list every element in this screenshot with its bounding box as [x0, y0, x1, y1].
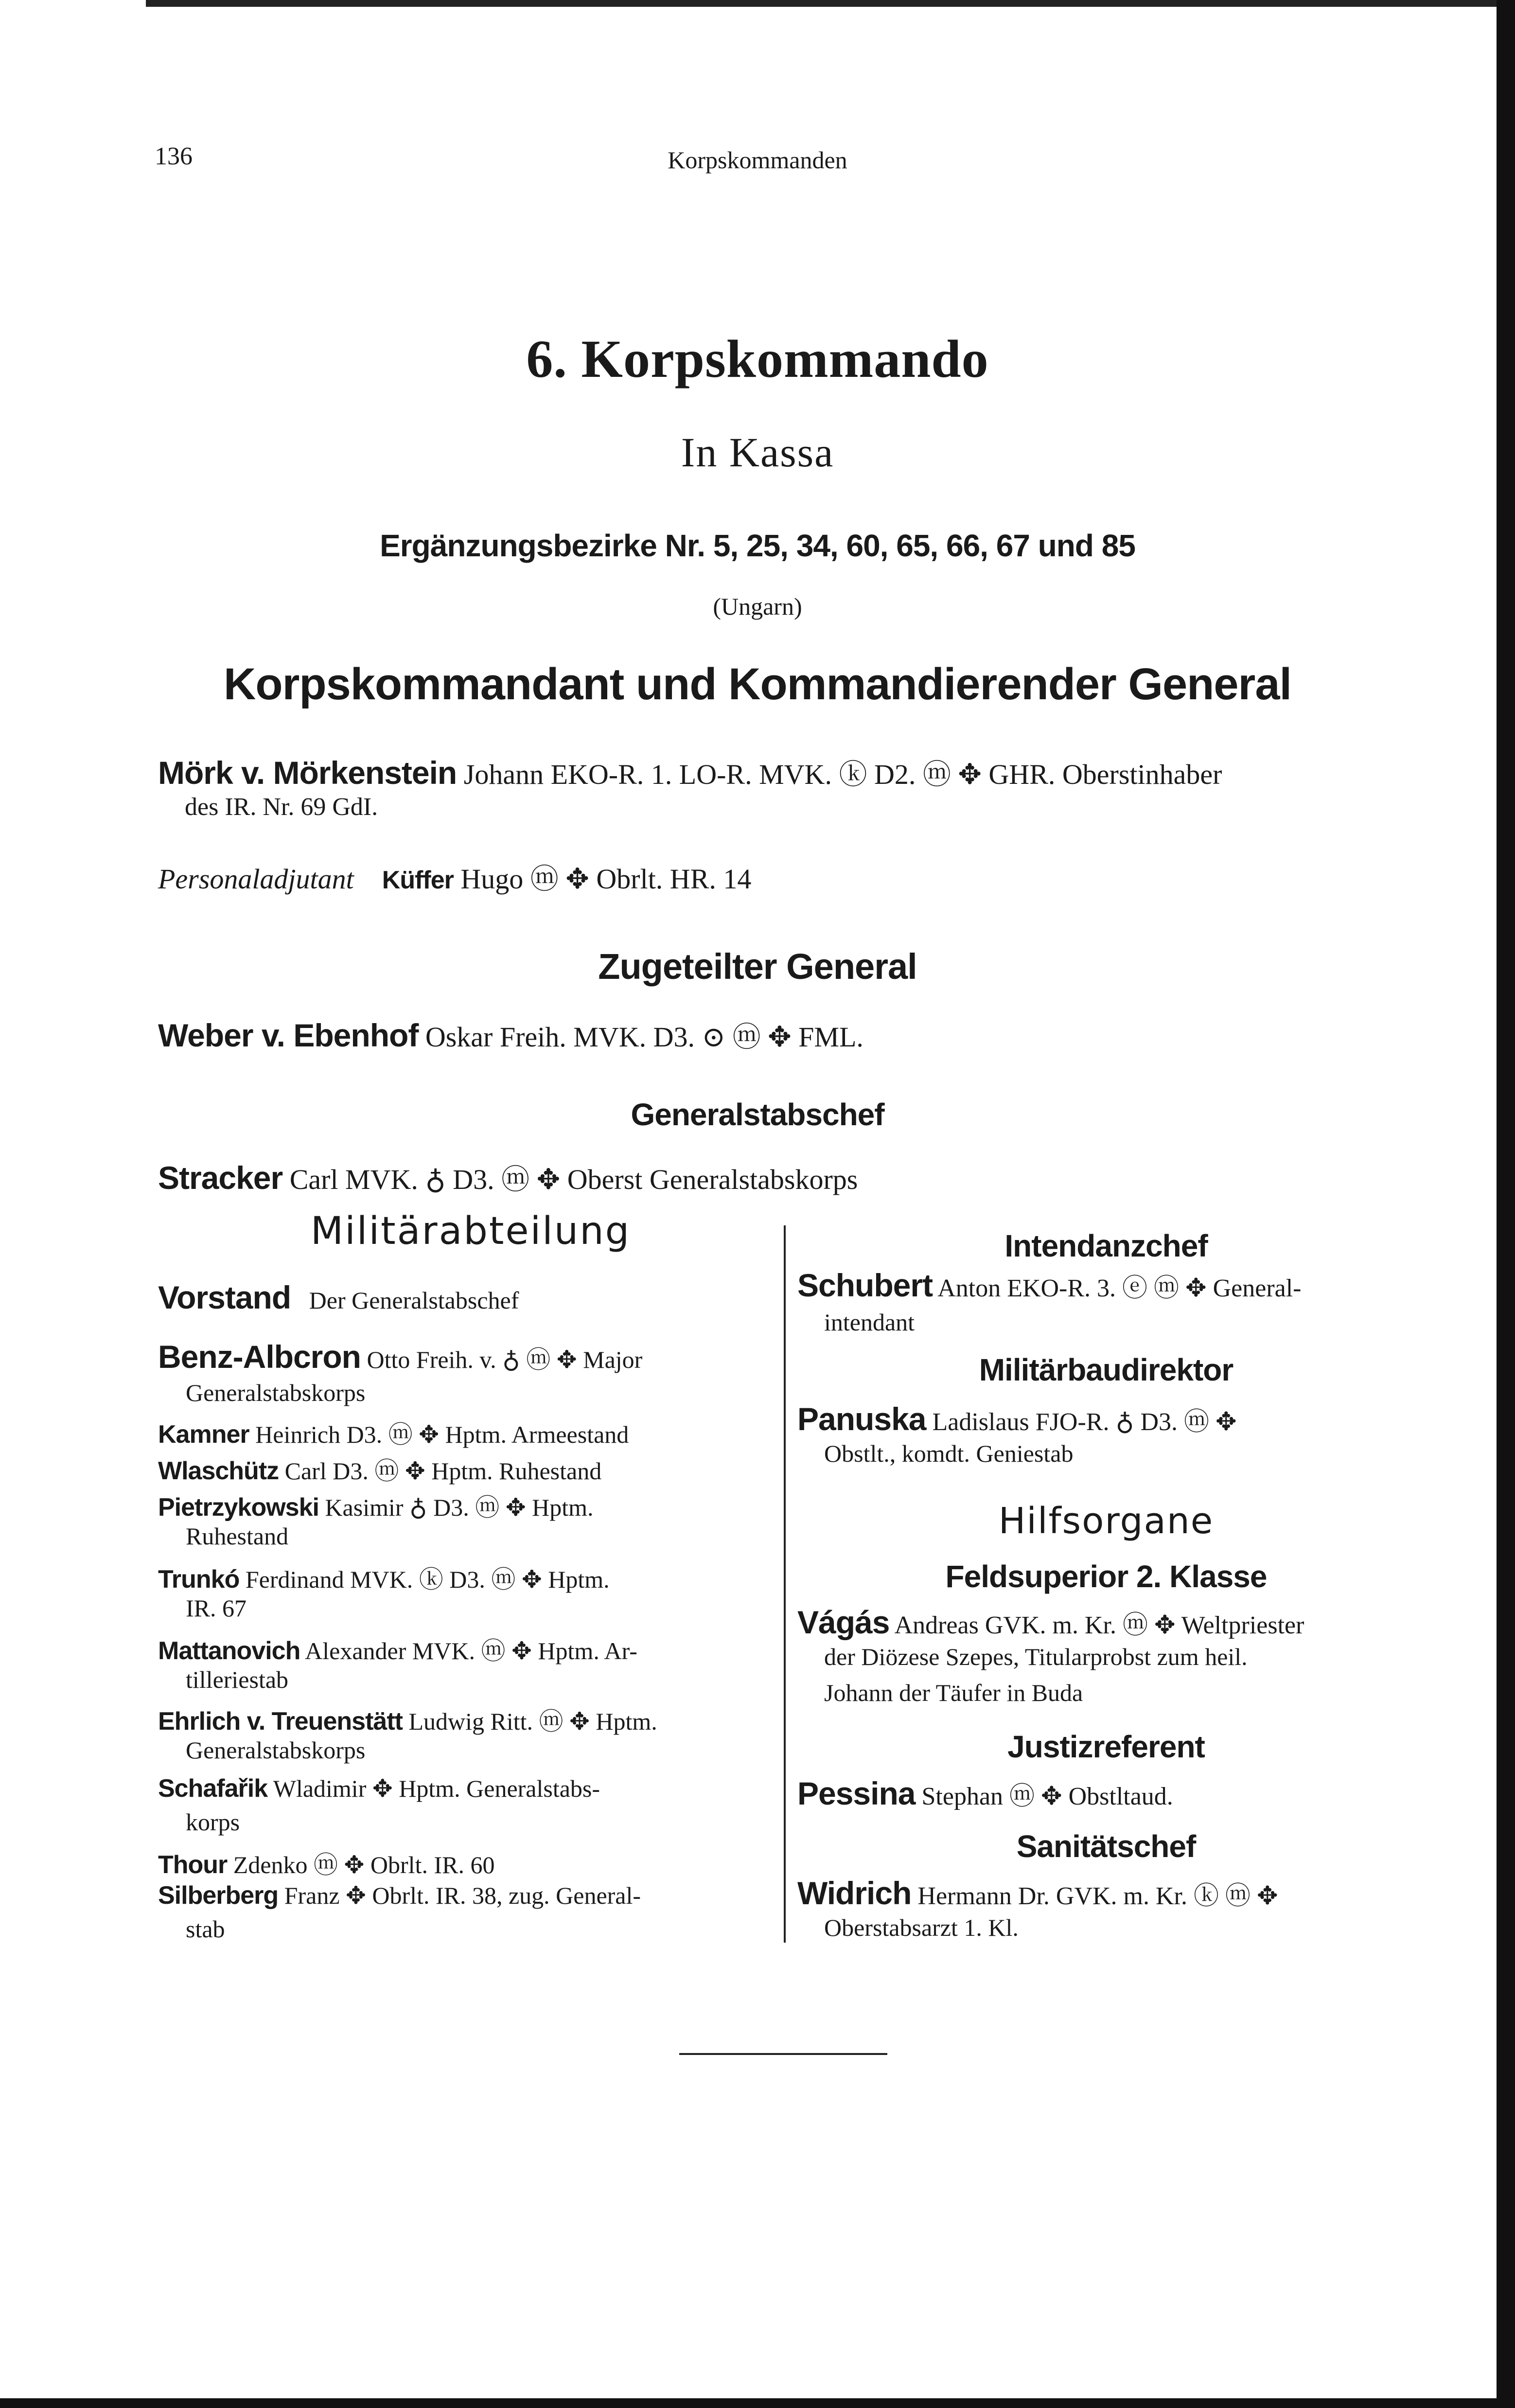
scan-edge-top: [146, 0, 1515, 7]
pietrzykowski-cont: Ruhestand: [186, 1523, 289, 1550]
thour-name: Thour: [158, 1851, 228, 1879]
vorstand-entry: [158, 1279, 519, 1316]
column-divider: [784, 1225, 786, 1943]
pessina-entry: [797, 1775, 1173, 1812]
schafarik-cont: korps: [186, 1808, 240, 1836]
mattanovich-cont: tilleriestab: [186, 1666, 289, 1693]
end-rule: [679, 2053, 887, 2055]
trunko-details: Ferdinand MVK. ⓚ D3. ⓜ ✥ Hptm.: [245, 1566, 610, 1593]
intendanz-heading: Intendanzchef: [1004, 1228, 1208, 1263]
ehrlich-cont: Generalstabskorps: [186, 1736, 366, 1764]
location: In Kassa: [681, 429, 834, 476]
vagas-name: Vágás: [797, 1604, 890, 1640]
chief-of-staff-entry: [158, 1156, 858, 1197]
scan-edge-bottom: [0, 2398, 1515, 2408]
silberberg-details: Franz ✥ Obrlt. IR. 38, zug. General-: [284, 1882, 641, 1909]
districts: Ergänzungsbezirke Nr. 5, 25, 34, 60, 65, 66, 67 und 85: [380, 528, 1135, 563]
adjutant-label: Personaladjutant: [158, 863, 354, 895]
schubert-entry: [797, 1267, 1302, 1304]
schafarik-entry: [158, 1774, 600, 1803]
pietrzykowski-details: Kasimir ♁ D3. ⓜ ✥ Hptm.: [325, 1494, 594, 1521]
pietrzykowski-name: Pietrzykowski: [158, 1493, 319, 1522]
adjutant-entry: [158, 856, 751, 897]
justiz-heading: Justizreferent: [1007, 1729, 1205, 1764]
wlaschuetz-name: Wlaschütz: [158, 1457, 279, 1485]
silberberg-name: Silberberg: [158, 1881, 279, 1910]
vagas-entry: [797, 1604, 1304, 1641]
schafarik-details: Wladimir ✥ Hptm. Generalstabs-: [273, 1775, 600, 1802]
wlaschuetz-details: Carl D3. ⓜ ✥ Hptm. Ruhestand: [284, 1457, 602, 1485]
panuska-entry: [797, 1400, 1237, 1437]
commander-cont: des IR. Nr. 69 GdI.: [185, 793, 378, 821]
panuska-details: Ladislaus FJO-R. ♁ D3. ⓜ ✥: [932, 1408, 1237, 1436]
pessina-name: Pessina: [797, 1775, 916, 1811]
schubert-name: Schubert: [797, 1267, 933, 1303]
chief-of-staff-heading: Generalstabschef: [631, 1097, 884, 1132]
commander-details: Johann EKO-R. 1. LO-R. MVK. ⓚ D2. ⓜ ✥ GHR. Oberstinhaber: [463, 759, 1222, 790]
adjutant-name: Küffer: [382, 866, 454, 894]
ehrlich-details: Ludwig Ritt. ⓜ ✥ Hptm.: [408, 1708, 657, 1735]
vagas-details: Andreas GVK. m. Kr. ⓜ ✥ Weltpriester: [894, 1611, 1304, 1639]
vorstand-value: Der Generalstabschef: [309, 1287, 519, 1314]
running-head: Korpskommanden: [668, 146, 847, 174]
vorstand-label: Vorstand: [158, 1279, 291, 1315]
panuska-name: Panuska: [797, 1401, 926, 1437]
commander-entry: [158, 751, 1222, 792]
benz-cont: Generalstabskorps: [186, 1379, 366, 1406]
kamner-details: Heinrich D3. ⓜ ✥ Hptm. Armeestand: [255, 1421, 629, 1448]
chief-of-staff-details: Carl MVK. ♁ D3. ⓜ ✥ Oberst Generalstabskorps: [289, 1164, 858, 1195]
ehrlich-entry: [158, 1702, 657, 1737]
vagas-cont-2: Johann der Täufer in Buda: [824, 1679, 1083, 1706]
adjutant-details: Hugo ⓜ ✥ Obrlt. HR. 14: [460, 863, 752, 895]
thour-details: Zdenko ⓜ ✥ Obrlt. IR. 60: [233, 1851, 495, 1878]
widrich-name: Widrich: [797, 1875, 912, 1911]
ehrlich-name: Ehrlich v. Treuenstätt: [158, 1707, 403, 1735]
schubert-cont: intendant: [824, 1309, 915, 1336]
kamner-entry: [158, 1415, 629, 1450]
page-title: 6. Korpskommando: [526, 329, 989, 389]
baudirektor-heading: Militärbaudirektor: [979, 1352, 1233, 1387]
assigned-general-entry: [158, 1014, 863, 1055]
page-number: 136: [155, 142, 193, 170]
pietrzykowski-entry: [158, 1488, 593, 1523]
schubert-details: Anton EKO-R. 3. ⓔ ⓜ ✥ General-: [937, 1275, 1302, 1302]
widrich-cont: Oberstabsarzt 1. Kl.: [824, 1914, 1019, 1941]
region: (Ungarn): [713, 593, 802, 620]
assigned-general-heading: Zugeteilter General: [598, 946, 917, 987]
trunko-name: Trunkó: [158, 1565, 240, 1594]
assigned-general-details: Oskar Freih. MVK. D3. ⊙ ⓜ ✥ FML.: [425, 1021, 863, 1053]
silberberg-entry: [158, 1881, 641, 1910]
thour-entry: [158, 1845, 494, 1880]
widrich-details: Hermann Dr. GVK. m. Kr. ⓚ ⓜ ✥: [917, 1882, 1278, 1910]
widrich-entry: [797, 1875, 1278, 1912]
trunko-cont: IR. 67: [186, 1594, 247, 1622]
feldsuperior-heading: Feldsuperior 2. Klasse: [945, 1559, 1267, 1594]
hilfsorgane-heading: Hilfsorgane: [998, 1500, 1214, 1542]
assigned-general-name: Weber v. Ebenhof: [158, 1017, 419, 1053]
mattanovich-entry: [158, 1631, 637, 1666]
sanitaet-heading: Sanitätschef: [1016, 1829, 1196, 1864]
panuska-cont: Obstlt., komdt. Geniestab: [824, 1440, 1074, 1467]
militaerabteilung-heading: Militärabteilung: [310, 1209, 631, 1253]
benz-name: Benz-Albcron: [158, 1339, 361, 1375]
wlaschuetz-entry: [158, 1452, 601, 1487]
kamner-name: Kamner: [158, 1420, 249, 1449]
vagas-cont-1: der Diözese Szepes, Titularprobst zum heil.: [824, 1643, 1248, 1670]
commander-heading: Korpskommandant und Kommandierender General: [223, 659, 1292, 709]
pessina-details: Stephan ⓜ ✥ Obstltaud.: [921, 1783, 1173, 1810]
mattanovich-name: Mattanovich: [158, 1637, 300, 1665]
mattanovich-details: Alexander MVK. ⓜ ✥ Hptm. Ar-: [305, 1637, 637, 1664]
silberberg-cont: stab: [186, 1915, 225, 1943]
schafarik-name: Schafařik: [158, 1774, 268, 1803]
chief-of-staff-name: Stracker: [158, 1160, 283, 1196]
benz-entry: [158, 1338, 642, 1375]
trunko-entry: [158, 1560, 610, 1595]
commander-name: Mörk v. Mörkenstein: [158, 755, 457, 791]
benz-details: Otto Freih. v. ♁ ⓜ ✥ Major: [367, 1346, 643, 1373]
